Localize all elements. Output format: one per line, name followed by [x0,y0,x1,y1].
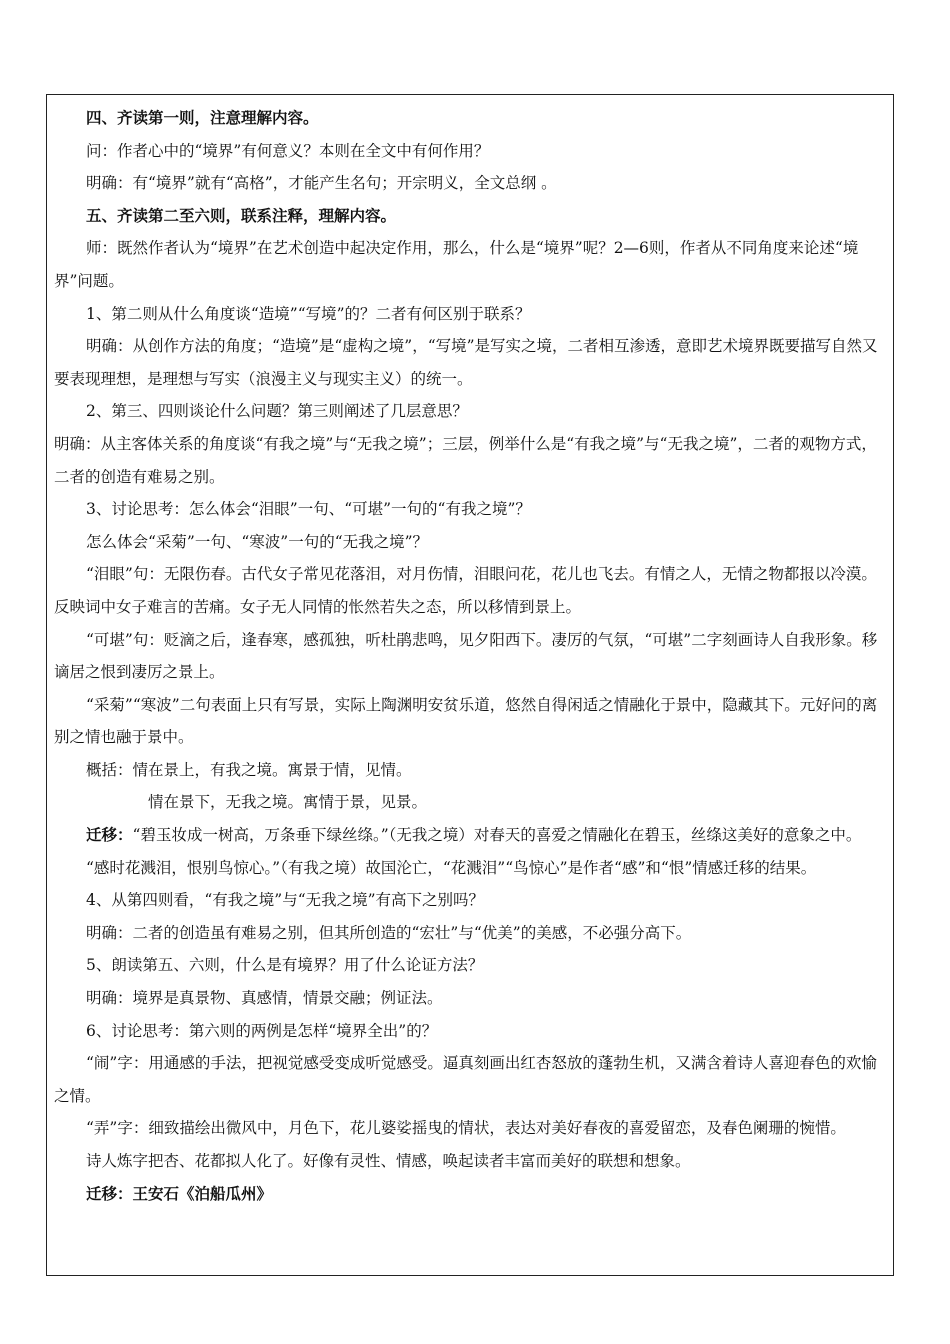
document-body [54,102,880,1210]
transfer-text: “碧玉妆成一树高，万条垂下绿丝绦。”（无我之境）对春天的喜爱之情融化在碧玉，丝绦这美好的意象之中。 [132,826,862,845]
conclusion-paragraph: 诗人炼字把杏、花都拟人化了。好像有灵性、情感，唤起读者丰富而美好的联想和想象。 [86,1152,691,1170]
analysis-caiju: “采菊”“寒波”二句表面上只有写景，实际上陶渊明安贫乐道，悠然自得闲适之情融化于景中，隐藏其下。元好问的离别之情也融于景中。 [54,695,878,747]
analysis-kekan: “可堪”句：贬滴之后，逢春寒，感孤独，听杜鹃悲鸣，见夕阳西下。凄厉的气氛，“可堪”二字刻画诗人自我形象。移谪居之恨到凄厉之景上。 [54,630,878,682]
section-heading-5: 五、齐读第二至六则，联系注释，理解内容。 [86,205,397,225]
question-6: 6、讨论思考：第六则的两例是怎样“境界全出”的？ [86,1021,438,1040]
transfer-paragraph-2: “感时花溅泪，恨别鸟惊心。”（有我之境）故国沦亡，“花溅泪”“鸟惊心”是作者“感”和“恨”情感迁移的结果。 [86,858,817,877]
analysis-nao: “闹”字：用通感的手法，把视觉感受变成听觉感受。逼真刻画出红杏怒放的蓬勃生机，又满含着诗人喜迎春色的欢愉之情。 [54,1054,877,1105]
question-5: 5、朗读第五、六则，什么是有境界？用了什么论证方法？ [86,956,484,975]
teacher-paragraph: 师：既然作者认为“境界”在艺术创造中起决定作用，那么，什么是“境界”呢？2—6则，作者从不同角度来论述“境界”问题。 [54,239,859,290]
question-2: 2、第三、四则谈论什么问题？第三则阐述了几层意思？ [86,402,468,421]
analysis-leiyan: “泪眼”句：无限伤春。古代女子常见花落泪，对月伤情，泪眼问花，花儿也飞去。有情之人，无情之物都报以冷漠。反映词中女子难言的苦痛。女子无人同情的怅然若失之态，所以移情到景上。 [54,565,877,616]
summary-line-1: 概括：情在景上，有我之境。寓景于情，见情。 [86,760,412,779]
transfer-label: 迁移： [86,825,133,845]
question-4: 4、从第四则看，“有我之境”与“无我之境”有高下之别吗？ [86,891,485,910]
summary-line-2: 情在景下，无我之境。寓情于景，见景。 [148,793,428,812]
answer-2: 明确：从主客体关系的角度谈“有我之境”与“无我之境”；三层，例举什么是“有我之境”与“无我之境”，二者的观物方式，二者的创造有难易之别。 [54,434,877,486]
question-3b: 怎么体会“采菊”一句、“寒波”一句的“无我之境”？ [86,532,429,551]
question-paragraph: 问：作者心中的“境界”有何意义？本则在全文中有何作用？ [86,141,490,160]
answer-5: 明确：境界是真景物、真感情，情景交融；例证法。 [86,989,443,1008]
question-3: 3、讨论思考：怎么体会“泪眼”一句、“可堪”一句的“有我之境”？ [86,500,531,519]
question-1: 1、第二则从什么角度谈“造境”“写境”的？二者有何区别于联系？ [86,304,531,323]
answer-paragraph: 明确：有“境界”就有“高格”，才能产生名句；开宗明义，全文总纲 。 [86,174,557,193]
transfer-heading: 迁移：王安石《泊船瓜州》 [86,1183,273,1203]
section-heading-4: 四、齐读第一则，注意理解内容。 [86,108,319,127]
answer-1: 明确：从创作方法的角度；“造境”是“虚构之境”，“写境”是写实之境，二者相互渗透，意即艺术境界既要描写自然又要表现理想，是理想与写实（浪漫主义与现实主义）的统一。 [54,337,878,388]
analysis-nong: “弄”字：细致描绘出微风中，月色下，花儿婆娑摇曳的情状，表达对美好春夜的喜爱留恋，及春色阑珊的惋惜。 [86,1119,846,1138]
transfer-paragraph-1 [54,819,880,852]
answer-4: 明确：二者的创造虽有难易之别，但其所创造的“宏壮”与“优美”的美感，不必强分高下。 [86,923,692,942]
